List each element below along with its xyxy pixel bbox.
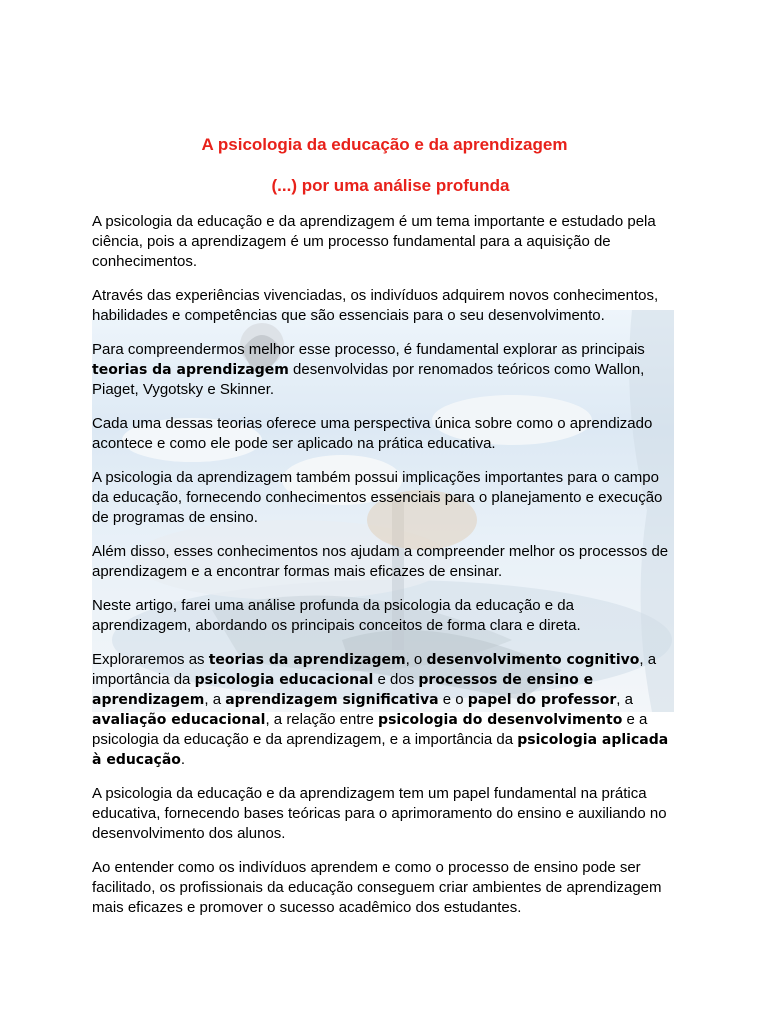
page-title: A psicologia da educação e da aprendizagem (201, 135, 568, 154)
document-body (92, 135, 677, 918)
paragraph-3-text-a: Para compreendermos melhor esse processo, é fundamental explorar as principais (92, 341, 645, 358)
paragraph-4: Cada uma dessas teorias oferece uma perspectiva única sobre como o aprendizado acontece e como ele pode ser aplicado na prática educativa. (92, 415, 653, 452)
paragraph-6: Além disso, esses conhecimentos nos ajudam a compreender melhor os processos de aprendizagem e a encontrar formas mais eficazes de ensinar. (92, 543, 669, 580)
bold-psicologia-aplicada: psicologia aplicada à educação (92, 732, 669, 768)
p8-text-5: , a (204, 691, 226, 708)
p8-text-6: e o (438, 691, 468, 708)
paragraph-3-text-c: desenvolvidas por renomados teóricos como Wallon, Piaget, Vygotsky e Skinner. (92, 361, 645, 398)
paragraph-9: A psicologia da educação e da aprendizagem tem um papel fundamental na prática educativa, fornecendo bases teóricas para o aprimoramento do ensino e auxiliando no desenvolvimento dos alunos. (92, 785, 667, 842)
p8-text-4: e dos (373, 671, 419, 688)
paragraph-5: A psicologia da aprendizagem também possui implicações importantes para o campo da educação, fornecendo conhecimentos essenciais para o planejamento e execução de programas de ensino. (92, 469, 663, 526)
bold-psicologia-desenvolvimento: psicologia do desenvolvimento (378, 712, 623, 728)
paragraph-10: Ao entender como os indivíduos aprendem e como o processo de ensino pode ser facilitado, os profissionais da educação conseguem criar ambientes de aprendizagem mais eficazes e promover o sucesso acadêmico dos estudantes. (92, 859, 662, 916)
paragraph-3 (92, 340, 677, 400)
bold-aprendizagem-significativa: aprendizagem significativa (225, 692, 439, 708)
p8-text-1: Exploraremos as (92, 651, 209, 668)
p8-text-9: e a psicologia da educação e da aprendizagem, e a importância da (92, 711, 648, 748)
p8-text-7: , a (616, 691, 633, 708)
paragraph-1: A psicologia da educação e da aprendizagem é um tema importante e estudado pela ciência, pois a aprendizagem é um processo fundamental para a aquisição de conhecimentos. (92, 213, 656, 270)
bold-avaliacao-educacional: avaliação educacional (92, 712, 266, 728)
p8-text-10: . (180, 751, 186, 768)
bold-processos-ensino: processos de ensino e aprendizagem (92, 672, 594, 708)
bold-papel-professor: papel do professor (467, 692, 617, 708)
paragraph-2: Através das experiências vivenciadas, os indivíduos adquirem novos conhecimentos, habilidades e competências que são essenciais para o seu desenvolvimento. (92, 287, 659, 324)
p8-text-8: , a relação entre (265, 711, 379, 728)
page-subtitle: (...) por uma análise profunda (271, 176, 510, 195)
p8-text-2: , o (405, 651, 427, 668)
paragraph-7: Neste artigo, farei uma análise profunda da psicologia da educação e da aprendizagem, abordando os principais conceitos de forma clara e direta. (92, 597, 581, 634)
bold-desenvolvimento-cognitivo: desenvolvimento cognitivo (426, 652, 640, 668)
bold-psicologia-educacional: psicologia educacional (194, 672, 374, 688)
bold-teorias-aprendizagem-2: teorias da aprendizagem (208, 652, 406, 668)
bold-teorias-aprendizagem: teorias da aprendizagem (92, 362, 289, 378)
p8-text-3: , a importância da (92, 651, 657, 688)
paragraph-8 (92, 650, 677, 770)
